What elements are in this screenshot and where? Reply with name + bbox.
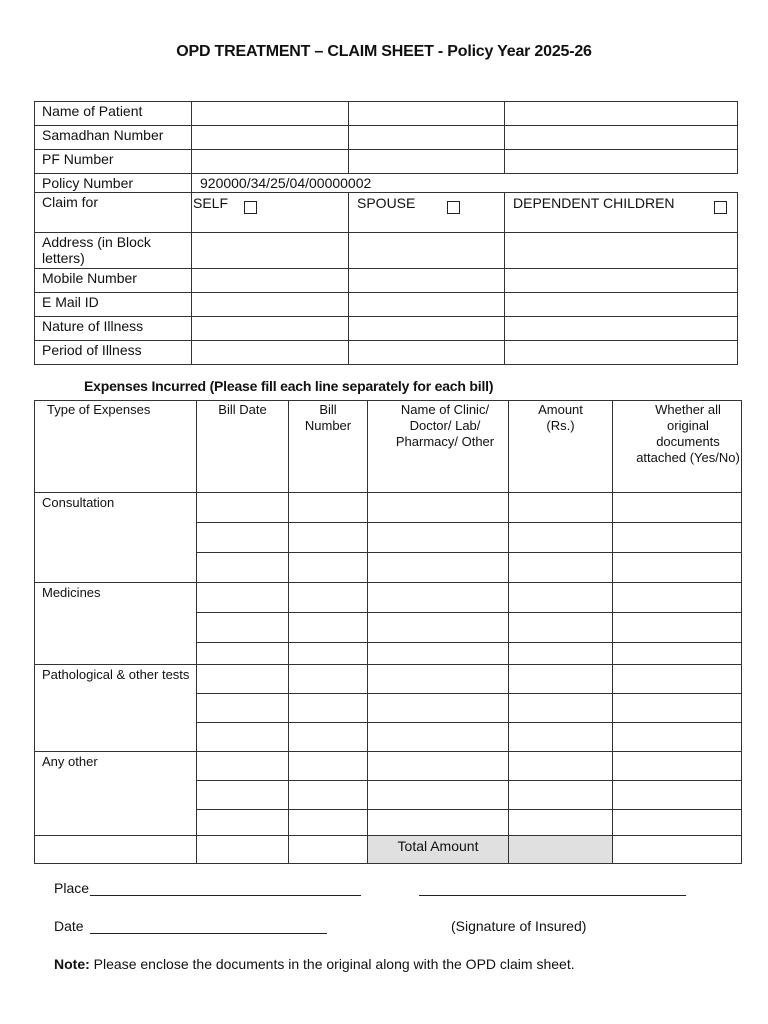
cell[interactable] bbox=[197, 752, 289, 781]
label-address: Address (in Block letters) bbox=[35, 233, 192, 269]
label-mobile-number: Mobile Number bbox=[35, 269, 192, 293]
cell[interactable] bbox=[509, 613, 613, 643]
cell[interactable] bbox=[509, 493, 613, 523]
row-mobile bbox=[35, 269, 738, 293]
policy-number-value: 920000/34/25/04/00000002 bbox=[192, 174, 738, 193]
input-name-3[interactable] bbox=[505, 102, 738, 126]
claim-option-self[interactable] bbox=[192, 193, 349, 233]
col-bill-date: Bill Date bbox=[197, 401, 289, 493]
cell[interactable] bbox=[509, 523, 613, 553]
input-samadhan-1[interactable] bbox=[192, 126, 349, 150]
claim-option-spouse-label: SPOUSE bbox=[357, 195, 416, 211]
cell[interactable] bbox=[197, 694, 289, 723]
cell[interactable] bbox=[509, 583, 613, 613]
input-email-3[interactable] bbox=[505, 293, 738, 317]
cell[interactable] bbox=[613, 723, 742, 752]
cell[interactable] bbox=[289, 781, 368, 810]
cell[interactable] bbox=[613, 613, 742, 643]
cell[interactable] bbox=[509, 810, 613, 836]
self-checkbox[interactable] bbox=[244, 201, 257, 214]
cell[interactable] bbox=[368, 613, 509, 643]
cell[interactable] bbox=[197, 553, 289, 583]
cell[interactable] bbox=[197, 810, 289, 836]
table-row bbox=[35, 752, 742, 781]
claim-option-dependent-children[interactable] bbox=[505, 193, 738, 233]
date-input-line[interactable] bbox=[90, 933, 327, 934]
cell[interactable] bbox=[197, 613, 289, 643]
note bbox=[54, 956, 575, 972]
cell[interactable] bbox=[368, 694, 509, 723]
input-mobile-1[interactable] bbox=[192, 269, 349, 293]
cell[interactable] bbox=[613, 583, 742, 613]
row-email bbox=[35, 293, 738, 317]
cell[interactable] bbox=[613, 694, 742, 723]
cell[interactable] bbox=[509, 752, 613, 781]
cell[interactable] bbox=[289, 810, 368, 836]
cell[interactable] bbox=[289, 723, 368, 752]
input-address-3[interactable] bbox=[505, 233, 738, 269]
cell[interactable] bbox=[289, 553, 368, 583]
cell[interactable] bbox=[509, 665, 613, 694]
row-pf bbox=[35, 150, 738, 174]
cell[interactable] bbox=[289, 493, 368, 523]
row-policy bbox=[35, 174, 738, 193]
table-row bbox=[35, 583, 742, 613]
category-medicines: Medicines bbox=[35, 583, 197, 665]
category-pathological-tests: Pathological & other tests bbox=[35, 665, 197, 752]
cell[interactable] bbox=[289, 752, 368, 781]
col-clinic: Name of Clinic/ Doctor/ Lab/ Pharmacy/ Other bbox=[368, 401, 509, 493]
cell[interactable] bbox=[613, 643, 742, 665]
row-address bbox=[35, 233, 738, 269]
cell bbox=[35, 836, 197, 864]
total-amount-value[interactable] bbox=[509, 836, 613, 864]
expenses-header-row bbox=[35, 401, 742, 493]
date-label: Date bbox=[54, 918, 84, 934]
col-type-of-expenses: Type of Expenses bbox=[35, 401, 197, 493]
dependent-children-checkbox[interactable] bbox=[714, 201, 727, 214]
label-name-of-patient: Name of Patient bbox=[35, 102, 192, 126]
col-amount: Amount (Rs.) bbox=[509, 401, 613, 493]
cell[interactable] bbox=[197, 493, 289, 523]
cell[interactable] bbox=[613, 752, 742, 781]
cell[interactable] bbox=[289, 694, 368, 723]
cell[interactable] bbox=[368, 723, 509, 752]
cell[interactable] bbox=[613, 810, 742, 836]
cell[interactable] bbox=[613, 781, 742, 810]
cell[interactable] bbox=[289, 613, 368, 643]
input-mobile-3[interactable] bbox=[505, 269, 738, 293]
cell[interactable] bbox=[289, 523, 368, 553]
claim-option-children-label: DEPENDENT CHILDREN bbox=[513, 195, 675, 211]
label-pf-number: PF Number bbox=[35, 150, 192, 174]
cell[interactable] bbox=[368, 643, 509, 665]
cell[interactable] bbox=[509, 643, 613, 665]
form-title: OPD TREATMENT – CLAIM SHEET - Policy Year 2025-26 bbox=[176, 43, 592, 60]
label-claim-for: Claim for bbox=[35, 193, 192, 233]
input-illness-2[interactable] bbox=[349, 317, 505, 341]
label-nature-of-illness: Nature of Illness bbox=[35, 317, 192, 341]
cell[interactable] bbox=[197, 523, 289, 553]
cell[interactable] bbox=[509, 694, 613, 723]
cell[interactable] bbox=[509, 723, 613, 752]
input-pf-1[interactable] bbox=[192, 150, 349, 174]
cell[interactable] bbox=[368, 781, 509, 810]
table-row bbox=[35, 493, 742, 523]
patient-details-table bbox=[34, 101, 738, 365]
row-samadhan bbox=[35, 126, 738, 150]
cell[interactable] bbox=[368, 583, 509, 613]
input-illness-3[interactable] bbox=[505, 317, 738, 341]
spouse-checkbox[interactable] bbox=[447, 201, 460, 214]
input-samadhan-2[interactable] bbox=[349, 126, 505, 150]
input-email-1[interactable] bbox=[192, 293, 349, 317]
input-address-1[interactable] bbox=[192, 233, 349, 269]
cell[interactable] bbox=[368, 810, 509, 836]
input-period-1[interactable] bbox=[192, 341, 349, 365]
note-text: Please enclose the documents in the original along with the OPD claim sheet. bbox=[93, 956, 575, 972]
input-mobile-2[interactable] bbox=[349, 269, 505, 293]
category-consultation: Consultation bbox=[35, 493, 197, 583]
signature-line[interactable] bbox=[419, 895, 686, 896]
cell bbox=[613, 836, 742, 864]
input-name-1[interactable] bbox=[192, 102, 349, 126]
place-input-line[interactable] bbox=[90, 895, 361, 896]
label-samadhan-number: Samadhan Number bbox=[35, 126, 192, 150]
cell[interactable] bbox=[368, 752, 509, 781]
cell[interactable] bbox=[197, 643, 289, 665]
total-row bbox=[35, 836, 742, 864]
input-period-2[interactable] bbox=[349, 341, 505, 365]
row-period bbox=[35, 341, 738, 365]
cell[interactable] bbox=[197, 583, 289, 613]
cell[interactable] bbox=[289, 665, 368, 694]
input-samadhan-3[interactable] bbox=[505, 126, 738, 150]
row-name bbox=[35, 102, 738, 126]
col-bill-number: Bill Number bbox=[289, 401, 368, 493]
expenses-table bbox=[34, 400, 742, 864]
claim-option-spouse[interactable] bbox=[349, 193, 505, 233]
total-amount-label: Total Amount bbox=[368, 836, 509, 864]
note-label: Note: bbox=[54, 956, 90, 972]
row-claim-for bbox=[35, 193, 738, 233]
label-email-id: E Mail ID bbox=[35, 293, 192, 317]
cell[interactable] bbox=[197, 781, 289, 810]
label-policy-number: Policy Number bbox=[35, 174, 192, 193]
cell[interactable] bbox=[368, 493, 509, 523]
input-illness-1[interactable] bbox=[192, 317, 349, 341]
input-address-2[interactable] bbox=[349, 233, 505, 269]
input-pf-2[interactable] bbox=[349, 150, 505, 174]
category-any-other: Any other bbox=[35, 752, 197, 836]
cell[interactable] bbox=[613, 553, 742, 583]
cell[interactable] bbox=[197, 665, 289, 694]
cell[interactable] bbox=[613, 523, 742, 553]
table-row bbox=[35, 665, 742, 694]
expenses-heading: Expenses Incurred (Please fill each line separately for each bill) bbox=[84, 378, 494, 394]
cell[interactable] bbox=[289, 643, 368, 665]
cell[interactable] bbox=[289, 583, 368, 613]
cell bbox=[289, 836, 368, 864]
claim-option-self-label: SELF bbox=[193, 195, 229, 211]
place-label: Place bbox=[54, 880, 90, 896]
cell[interactable] bbox=[509, 553, 613, 583]
signature-label: (Signature of Insured) bbox=[451, 918, 587, 934]
row-illness bbox=[35, 317, 738, 341]
label-period-of-illness: Period of Illness bbox=[35, 341, 192, 365]
input-email-2[interactable] bbox=[349, 293, 505, 317]
cell[interactable] bbox=[509, 781, 613, 810]
input-pf-3[interactable] bbox=[505, 150, 738, 174]
input-period-3[interactable] bbox=[505, 341, 738, 365]
cell bbox=[197, 836, 289, 864]
col-documents-attached: Whether all original documents attached (Yes/No) bbox=[613, 401, 742, 493]
cell[interactable] bbox=[368, 553, 509, 583]
cell[interactable] bbox=[613, 493, 742, 523]
cell[interactable] bbox=[197, 723, 289, 752]
cell[interactable] bbox=[368, 665, 509, 694]
cell[interactable] bbox=[613, 665, 742, 694]
input-name-2[interactable] bbox=[349, 102, 505, 126]
cell[interactable] bbox=[368, 523, 509, 553]
